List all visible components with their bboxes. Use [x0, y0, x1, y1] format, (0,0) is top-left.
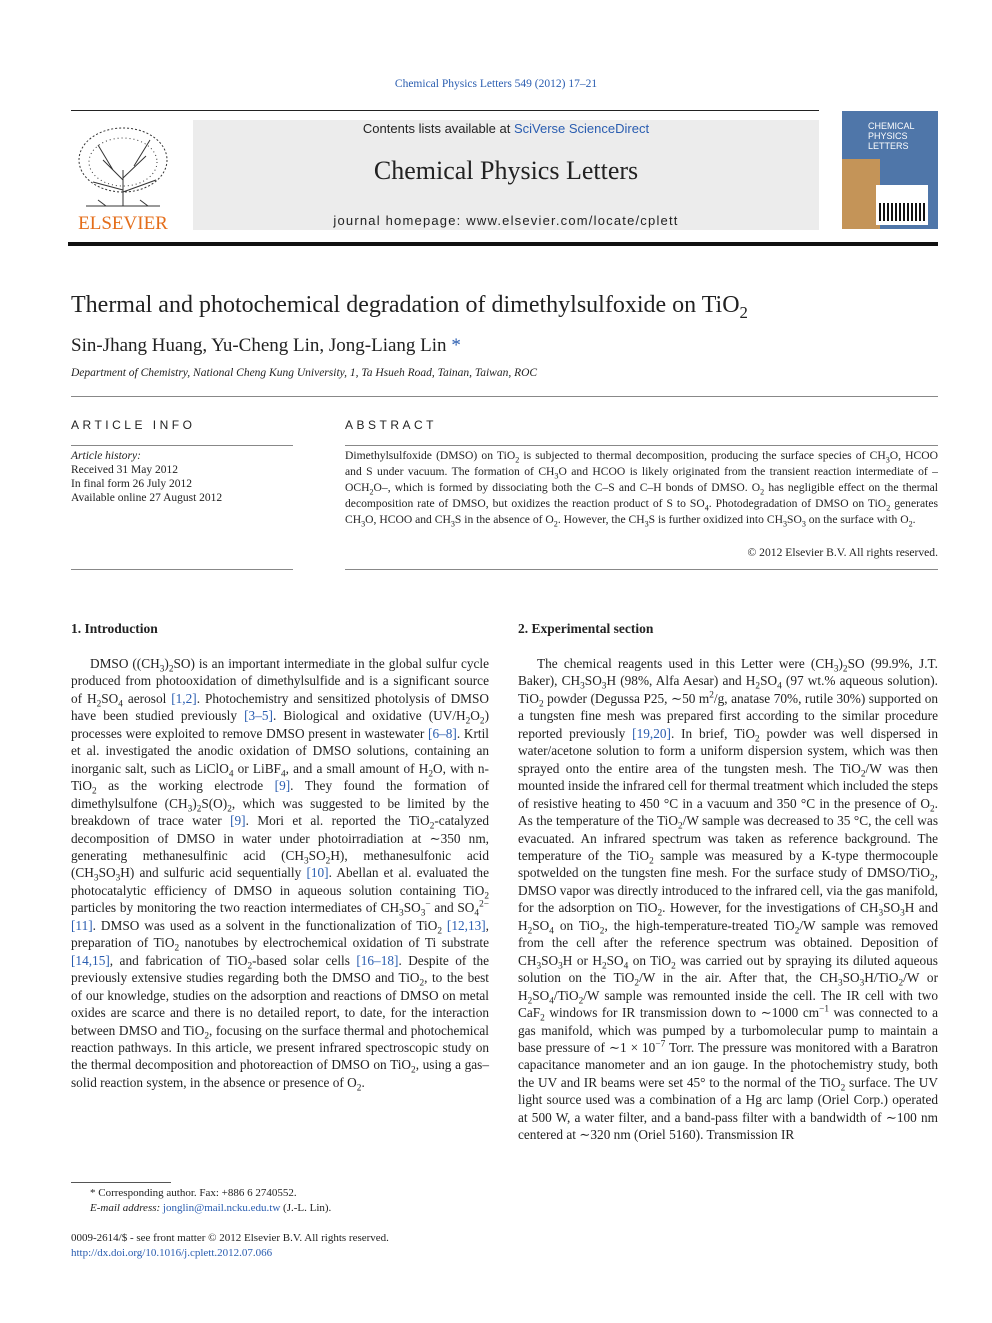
abstract-rule [345, 445, 938, 446]
corresponding-note: * Corresponding author. Fax: +886 6 2740552. [90, 1187, 297, 1199]
ref-link[interactable]: [12,13] [446, 917, 486, 933]
article-history [71, 449, 293, 505]
journal-citation[interactable]: Chemical Physics Letters 549 (2012) 17–21 [394, 78, 598, 90]
revised-date: In final form 26 July 2012 [71, 478, 193, 490]
affiliation: Department of Chemistry, National Cheng Kung University, 1, Ta Hsueh Road, Tainan, Taiwan, ROC [71, 367, 538, 379]
contents-line [193, 121, 819, 136]
abstract-heading: ABSTRACT [345, 418, 438, 432]
ref-link[interactable]: [6–8] [428, 725, 457, 741]
online-date: Available online 27 August 2012 [71, 492, 223, 504]
ref-link[interactable]: [11] [71, 917, 93, 933]
ref-link[interactable]: [9] [274, 778, 291, 794]
ref-link[interactable]: [3–5] [244, 708, 273, 724]
section-rule [71, 396, 938, 397]
ref-link[interactable]: [16–18] [356, 952, 399, 968]
ref-link[interactable]: [14,15] [71, 952, 110, 968]
journal-cover [842, 111, 938, 229]
history-label: Article history: [71, 450, 141, 462]
svg-text:LETTERS: LETTERS [868, 141, 909, 151]
journal-homepage[interactable]: journal homepage: www.elsevier.com/locate/cplett [333, 213, 679, 228]
experimental-heading: 2. Experimental section [518, 621, 654, 636]
header-rule [71, 110, 819, 111]
sciencedirect-link[interactable]: SciVerse ScienceDirect [513, 121, 650, 136]
corresponding-author-mark[interactable]: * [451, 335, 461, 356]
journal-title: Chemical Physics Letters [373, 156, 639, 185]
article-title: Thermal and photochemical degradation of dimethylsulfoxide on TiO$_2$ [71, 292, 748, 322]
footnote [71, 1186, 331, 1215]
ref-link[interactable]: [10] [306, 865, 329, 881]
article-info-heading: ARTICLE INFO [71, 418, 196, 432]
intro-text: DMSO $((CH_3)_2SO)$ is an important intermediate in the global sulfur cycle produced from photooxidation of dimethylsulfide and is a significant source of $H_2SO_4$ aerosol [1,2]. Photochemistry and sensitized photolysis of DMSO have been studied previously [3–5]. Biological and oxidative $(UV/H_2O_2)$ processes were exploited to remove DMSO present in wastewater [6–8]. Krtil et al. investigated the anodic oxidation of DMSO solutions, containing an inorganic salt, such as LiClO$_4$ or LiBF$_4$, and a small amount of $H_2O$, with n-TiO$_2$ as the working electrode [9]. They found the formation of dimethylsulfone $(CH_3)_2S(O)_2$, which was suggested to be limited by the breakdown of trace water [9]. Mori et al. reported the TiO$_2$-catalyzed decomposition of DMSO in water under photoirradiation at ∼350 nm, generating methanesulfinic acid $(CH_3SO_2H)$, methanesulfonic acid $(CH_3SO_3H)$ and sulfuric acid sequentially [10]. Abellan et al. evaluated the photocatalytic efficiency of DMSO in aqueous solution containing TiO$_2$ particles by monitoring the two reaction intermediates of $CH_3SO_3^-$ and $SO_4^{2-}$ [11]. DMSO was used as a solvent in the functionalization of TiO$_2$ [12,13], preparation of TiO$_2$ nanotubes by electrochemical oxidation of Ti substrate [14,15], and fabrication of TiO$_2$-based solar cells [16–18]. Despite of the previously extensive studies regarding both the DMSO and TiO$_2$, to the best of our knowledge, studies on the adsorption and reactions of DMSO on metal oxides are scarce and there is no detailed report, to date, for the interaction between DMSO and TiO$_2$, focusing on the surface thermal and photochemical reaction pathways. In this article, we present infrared spectroscopic study on the thermal decomposition and photoreaction of DMSO on TiO$_2$, using a gas–solid reaction system, in the absence or presence of $O_2$. [71, 656, 490, 1094]
svg-text:PHYSICS: PHYSICS [868, 131, 908, 141]
author-list: Sin-Jhang Huang, Yu-Cheng Lin, Jong-Liang Lin * [71, 335, 461, 356]
footnote-rule [71, 1182, 171, 1183]
header-thick-rule [68, 242, 938, 246]
email-suffix: (J.-L. Lin). [283, 1201, 332, 1214]
svg-text:CHEMICAL: CHEMICAL [868, 121, 915, 131]
ref-link[interactable]: [1,2] [171, 690, 197, 706]
contents-prefix: Contents lists available at [362, 121, 514, 136]
experimental-text: The chemical reagents used in this Letter were $(CH_3)_2SO$ (99.9%, J.T. Baker), $CH_3SO_3H$ (98%, Alfa Aesar) and $H_2SO_4$ (97 wt.% aqueous solution). TiO$_2$ powder (Degussa P25, ∼50 $m^2/g$, anatase 70%, rutile 30%) supported on a tungsten fine mesh was prepared first according to the similar procedure reported previously [19,20]. In brief, TiO$_2$ powder was well dispersed in water/acetone solution to form a uniform dispersion system, which was then sprayed onto the entire area of the tungsten mesh. The TiO$_2$/W was then mounted inside the infrared cell for thermal treatment which included the steps of resistive heating to 450 °C in a vacuum and 350 °C in the presence of $O_2$. As the temperature of the TiO$_2$/W sample was decreased to 35 °C, the cell was evacuated. An infrared spectrum was taken as reference background. The temperature of the TiO$_2$ sample was measured by a K-type thermocouple spotwelded on the tungsten fine mesh. For the surface study of DMSO/TiO$_2$, DMSO vapor was directly introduced to the infrared cell, via the gas manifold, for the adsorption on TiO$_2$. However, for the investigations of $CH_3SO_3H$ and $H_2SO_4$ on TiO$_2$, the high-temperature-treated TiO$_2$/W sample was removed from the cell after the reference spectrum was obtained. Deposition of $CH_3SO_3H$ or $H_2SO_4$ on TiO$_2$ was carried out by spraying its diluted aqueous solution on the TiO$_2$/W in the air. After that, the $CH_3SO_3H/TiO_2/W$ or $H_2SO_4/TiO_2/W$ sample was remounted inside the cell. The IR cell with two CaF$_2$ windows for IR transmission down to ∼1000 $cm^{-1}$ was connected to a gas manifold, which was pumped by a turbomolecular pump to maintain a base pressure of ∼1 × $10^{-7}$ Torr. The pressure was monitored with a Baratron capacitance manometer and an ion gauge. In the photochemistry study, both the UV and IR beams were set 45° to the normal of the TiO$_2$ surface. The UV light source used was a combination of a Hg arc lamp (Oriel Corp.) operated at 500 W, a water filter, and a band-pass filter with a bandwidth of ∼100 nm centered at ∼320 nm (Oriel 5160). Transmission IR [518, 656, 939, 1143]
intro-heading: 1. Introduction [71, 621, 158, 636]
email-label: E-mail address: [90, 1201, 161, 1214]
ref-link[interactable]: [19,20] [632, 725, 671, 741]
ref-link[interactable]: [9] [230, 813, 246, 829]
issn-line: 0009-2614/$ - see front matter © 2012 Elsevier B.V. All rights reserved. [71, 1232, 389, 1244]
email-link[interactable]: jonglin@mail.ncku.edu.tw [162, 1201, 281, 1214]
info-rule [71, 445, 293, 446]
elsevier-logo [68, 120, 178, 232]
abstract-rule-bottom [345, 569, 938, 570]
svg-text:ELSEVIER: ELSEVIER [78, 213, 168, 232]
received-date: Received 31 May 2012 [71, 464, 178, 476]
copyright: © 2012 Elsevier B.V. All rights reserved. [747, 546, 938, 559]
info-rule-bottom [71, 569, 293, 570]
abstract-text: Dimethylsulfoxide (DMSO) on TiO$_2$ is subjected to thermal decomposition, producing the surface species of $CH_3O$, HCOO and S under vacuum. The formation of $CH_3O$ and HCOO is likely originated from the transient reaction intermediate of $-OCH_2O-$, which is formed by dissociating both the C–S and C–H bonds of DMSO. $O_2$ has negligible effect on the thermal decomposition rate of DMSO, but oxidizes the reaction product of S to $SO_4$. Photodegradation of DMSO on TiO$_2$ generates $CH_3O$, HCOO and $CH_3S$ in the absence of $O_2$. However, the $CH_3S$ is further oxidized into $CH_3SO_3$ on the surface with $O_2$. [345, 449, 939, 529]
doi-link[interactable]: http://dx.doi.org/10.1016/j.cplett.2012.07.066 [71, 1246, 273, 1259]
page-footer [71, 1231, 389, 1260]
